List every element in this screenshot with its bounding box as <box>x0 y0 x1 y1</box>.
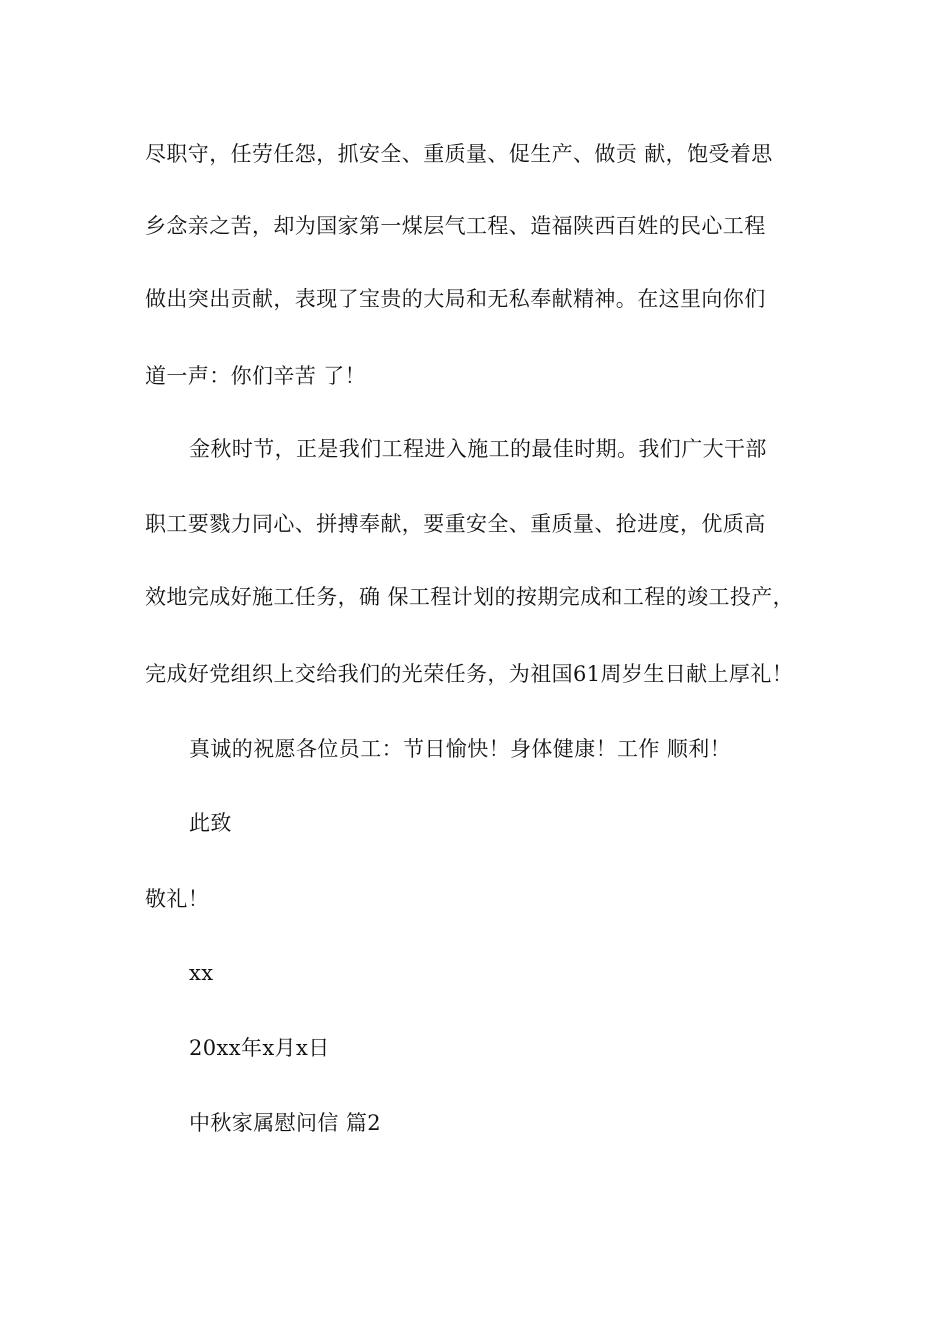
paragraph-2-line-3: 效地完成好施工任务，确 保工程计划的按期完成和工程的竣工投产， <box>145 585 795 609</box>
paragraph-1-line-2: 乡念亲之苦，却为国家第一煤层气工程、造福陕西百姓的民心工程 <box>145 214 766 238</box>
paragraph-2-line-1: 金秋时节，正是我们工程进入施工的最佳时期。我们广大干部 <box>189 437 767 461</box>
paragraph-1-line-1: 尽职守，任劳任怨，抓安全、重质量、促生产、做贡 献，饱受着思 <box>145 142 773 166</box>
wishes-line: 真诚的祝愿各位员工：节日愉快！身体健康！工作 顺利！ <box>189 737 732 761</box>
paragraph-1-line-4: 道一声：你们辛苦 了！ <box>145 364 367 388</box>
closing-salutation: 此致 <box>189 811 232 835</box>
closing-regards: 敬礼！ <box>145 887 210 911</box>
date-line: 20xx年x月x日 <box>189 1036 330 1060</box>
next-section-title: 中秋家属慰问信 篇2 <box>189 1111 382 1135</box>
signature: xx <box>189 961 214 985</box>
paragraph-2-line-2: 职工要戮力同心、拼搏奉献，要重安全、重质量、抢进度，优质高 <box>145 512 766 536</box>
paragraph-2-line-4: 完成好党组织上交给我们的光荣任务，为祖国61周岁生日献上厚礼！ <box>145 662 794 686</box>
paragraph-1-line-3: 做出突出贡献，表现了宝贵的大局和无私奉献精神。在这里向你们 <box>145 287 766 311</box>
